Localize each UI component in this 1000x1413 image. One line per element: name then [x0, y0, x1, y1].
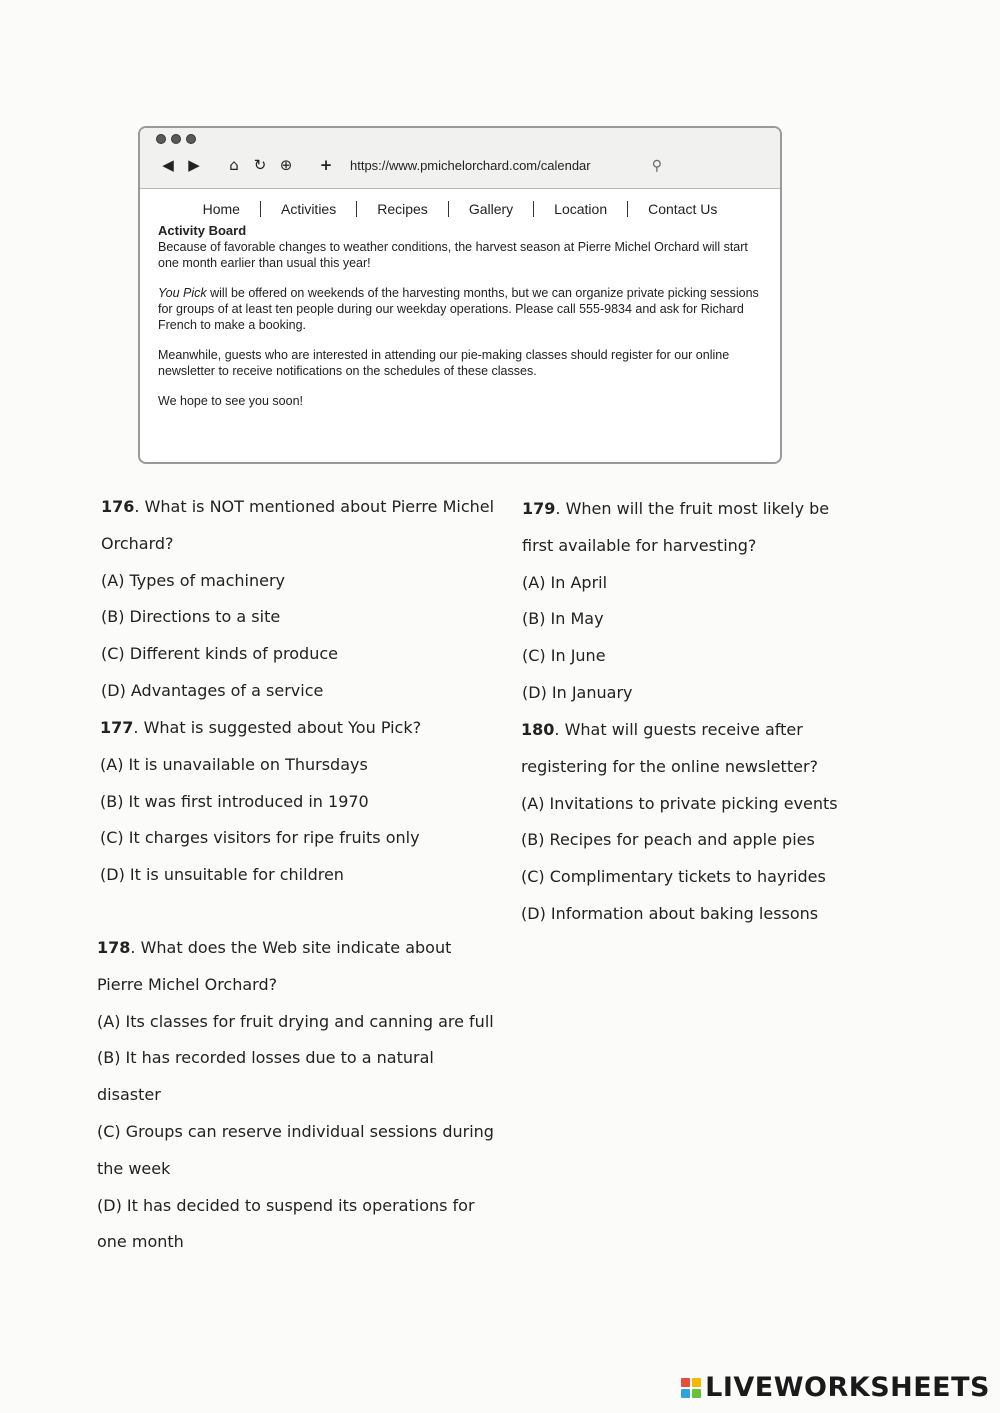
brand-name: LIVEWORKSHEETS: [705, 1372, 990, 1403]
question-stem: 180. What will guests receive after: [521, 720, 803, 739]
menu-activities: Activities: [280, 201, 337, 217]
menu-location: Location: [554, 201, 608, 217]
question-stem-cont: first available for harvesting?: [522, 535, 757, 555]
site-menu: [140, 201, 780, 217]
option-a[interactable]: (A) Its classes for fruit drying and canning are full: [97, 1011, 494, 1031]
browser-toolbar: [140, 128, 780, 189]
browser-window: [138, 126, 782, 464]
close-dot-icon: [156, 134, 166, 144]
board-paragraph-3: Meanwhile, guests who are interested in attending our pie-making classes should register for our online newsletter to receive notifications on the schedules of these classes.: [158, 348, 730, 378]
address-row: [160, 156, 591, 174]
option-d[interactable]: (D) It has decided to suspend its operations for: [97, 1195, 475, 1215]
menu-contact: Contact Us: [648, 201, 718, 217]
question-number: 177: [100, 718, 134, 737]
question-stem: 179. When will the fruit most likely be: [522, 499, 830, 518]
option-b-cont[interactable]: disaster: [97, 1085, 161, 1105]
liveworksheets-logo-icon: [681, 1378, 701, 1398]
board-paragraph-1: Because of favorable changes to weather conditions, the harvest season at Pierre Michel Orchard will start one month earlier than usual this year!: [158, 240, 748, 270]
option-d[interactable]: (D) In January: [522, 682, 633, 702]
question-179: [522, 491, 829, 712]
question-stem-cont: Orchard?: [101, 533, 174, 553]
option-c[interactable]: (C) In June: [522, 646, 606, 666]
reload-icon: ↻: [253, 156, 267, 174]
option-d[interactable]: (D) Information about baking lessons: [521, 903, 819, 923]
question-180: [521, 712, 838, 933]
board-title: Activity Board: [158, 223, 247, 238]
option-b[interactable]: (B) In May: [522, 609, 604, 629]
option-a[interactable]: (A) Types of machinery: [101, 570, 285, 590]
board-paragraph-2-text: will be offered on weekends of the harvesting months, but we can organize private picking sessions for groups of at least ten people during our weekday operations. Please call 555-9834 and ask for Richard French to make a booking.: [158, 286, 759, 332]
question-number: 176: [101, 497, 135, 516]
question-number: 180: [521, 720, 555, 739]
option-a[interactable]: (A) Invitations to private picking events: [521, 793, 838, 813]
question-176: [101, 489, 494, 710]
back-icon: ◀: [162, 156, 174, 174]
question-stem: 178. What does the Web site indicate about: [97, 938, 452, 957]
option-c[interactable]: (C) It charges visitors for ripe fruits only: [100, 828, 420, 848]
globe-icon: ⊕: [279, 156, 293, 174]
option-b[interactable]: (B) Directions to a site: [101, 607, 281, 627]
option-b[interactable]: (B) It was first introduced in 1970: [100, 791, 369, 811]
search-icon: ⚲: [651, 158, 662, 174]
question-stem-cont: registering for the online newsletter?: [521, 756, 819, 776]
question-177: [100, 710, 421, 894]
option-d[interactable]: (D) Advantages of a service: [101, 680, 324, 700]
option-d[interactable]: (D) It is unsuitable for children: [100, 865, 344, 885]
question-stem: 176. What is NOT mentioned about Pierre Michel: [101, 497, 495, 516]
option-a[interactable]: (A) It is unavailable on Thursdays: [100, 754, 368, 774]
question-stem: 177. What is suggested about You Pick?: [100, 718, 422, 737]
question-number: 179: [522, 499, 556, 518]
option-b[interactable]: (B) Recipes for peach and apple pies: [521, 830, 815, 850]
board-paragraph-2: [158, 285, 762, 333]
option-d-cont[interactable]: one month: [97, 1232, 184, 1252]
option-c[interactable]: (C) Different kinds of produce: [101, 644, 338, 664]
plus-icon: +: [319, 156, 333, 174]
menu-recipes: Recipes: [377, 201, 428, 217]
menu-home: Home: [202, 201, 240, 217]
minimize-dot-icon: [171, 134, 181, 144]
option-c[interactable]: (C) Groups can reserve individual sessions during: [97, 1121, 494, 1141]
window-controls: [156, 134, 196, 144]
question-178: [97, 930, 494, 1261]
forward-icon: ▶: [188, 156, 200, 174]
home-icon: ⌂: [229, 156, 239, 174]
activity-board: [140, 221, 780, 409]
maximize-dot-icon: [186, 134, 196, 144]
question-number: 178: [97, 938, 131, 957]
liveworksheets-logo: [681, 1372, 990, 1403]
question-stem-cont: Pierre Michel Orchard?: [97, 974, 278, 994]
menu-gallery: Gallery: [468, 201, 514, 217]
option-c[interactable]: (C) Complimentary tickets to hayrides: [521, 867, 826, 887]
option-b[interactable]: (B) It has recorded losses due to a natural: [97, 1048, 434, 1068]
option-a[interactable]: (A) In April: [522, 572, 608, 592]
url-field: https://www.pmichelorchard.com/calendar: [350, 157, 591, 173]
board-paragraph-4: We hope to see you soon!: [158, 394, 304, 408]
option-c-cont[interactable]: the week: [97, 1158, 171, 1178]
you-pick-label: You Pick: [158, 286, 207, 300]
